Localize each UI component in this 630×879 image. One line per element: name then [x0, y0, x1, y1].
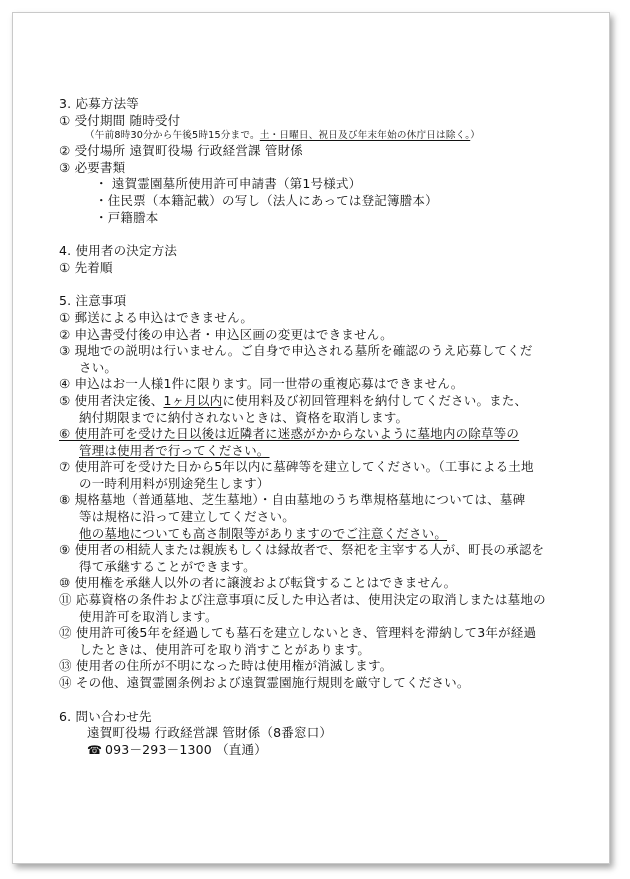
list-item-continued: 使用許可を取消します。	[79, 608, 218, 624]
section-title: 3. 応募方法等	[59, 96, 139, 111]
list-item-continued: したときは、使用許可を取り消すことがあります。	[79, 641, 371, 657]
list-item: ⑩ 使用権を承継人以外の者に譲渡および転貸することはできません。	[59, 575, 457, 591]
section-selection	[59, 243, 589, 276]
list-item: ⑧ 規格墓地（普通墓地、芝生墓地）・自由墓地のうち準規格墓地については、墓碑	[59, 492, 526, 508]
list-item: ⑤ 使用者決定後、1ヶ月以内に使用料及び初回管理料を納付してください。また、	[59, 392, 528, 408]
list-item: ④ 申込はお一人様1件に限ります。同一世帯の重複応募はできません。	[59, 376, 464, 392]
contact-phone: ☎ 093－293－1300 （直通）	[87, 741, 267, 757]
contact-office: 遠賀町役場 行政経営課 管財係（8番窓口）	[87, 725, 333, 741]
section-title: 4. 使用者の決定方法	[59, 243, 178, 259]
phone-icon: ☎	[87, 742, 103, 757]
list-item: ② 受付場所 遠賀町役場 行政経営課 管財係	[59, 143, 304, 159]
list-item-continued: 得て承継することができます。	[79, 558, 256, 574]
list-item: ③ 必要書類	[59, 159, 126, 175]
list-item: ① 受付期間 随時受付	[59, 112, 181, 128]
list-item-continued: 等は規格に沿って建立してください。	[79, 509, 295, 525]
section-contact	[59, 709, 589, 759]
list-item: ② 申込書受付後の申込者・申込区画の変更はできません。	[59, 326, 393, 342]
list-item-continued: の一時利用料が別途発生します）	[79, 475, 270, 491]
section-application	[59, 96, 589, 226]
section-title: 6. 問い合わせ先	[59, 708, 152, 724]
list-item-continued: さい。	[79, 359, 118, 375]
list-item-continued: 納付期限までに納付されないときは、資格を取消します。	[79, 409, 409, 425]
list-item: ⑨ 使用者の相続人または親族もしくは縁故者で、祭祀を主宰する人が、町長の承認を	[59, 542, 545, 558]
required-document: ・住民票（本籍記載）の写し（法人にあっては登記簿謄本）	[95, 192, 438, 208]
document-content	[59, 96, 589, 758]
list-item: ① 先着順	[59, 259, 113, 275]
list-item: ③ 現地での説明は行いません。ご自身で申込される墓所を確認のうえ応募してくだ	[59, 343, 533, 359]
document-page	[12, 12, 610, 864]
list-item-continued: 管理は使用者で行ってください。	[79, 442, 270, 458]
list-item: ① 郵送による申込はできません。	[59, 309, 254, 325]
list-item: ⑪ 応募資格の条件および注意事項に反した申込者は、使用決定の取消しまたは墓地の	[59, 592, 546, 608]
list-item: ⑬ 使用者の住所が不明になった時は使用権が消滅します。	[59, 658, 393, 674]
reception-hours-note: （午前8時30分から午後5時15分まで。土・日曜日、祝日及び年末年始の休庁日は除く。）	[85, 130, 481, 142]
section-title: 5. 注意事項	[59, 293, 127, 309]
list-item: ⑥ 使用許可を受けた日以後は近隣者に迷惑がかからないように墓地内の除草等の	[59, 426, 520, 442]
list-item: ⑭ その他、遠賀霊園条例および遠賀霊園施行規則を厳守してください。	[59, 675, 470, 690]
required-document: ・ 遠賀霊園墓所使用許可申請書（第1号様式）	[95, 176, 362, 192]
section-notes	[59, 293, 589, 691]
list-item-continued: 他の墓地についても高さ制限等がありますのでご注意ください。	[79, 525, 448, 541]
required-document: ・戸籍謄本	[95, 209, 159, 225]
list-item: ⑦ 使用許可を受けた日から5年以内に墓碑等を建立してください。（工事による土地	[59, 459, 534, 475]
list-item: ⑫ 使用許可後5年を経過しても墓石を建立しないとき、管理料を滞納して3年が経過	[59, 625, 537, 641]
